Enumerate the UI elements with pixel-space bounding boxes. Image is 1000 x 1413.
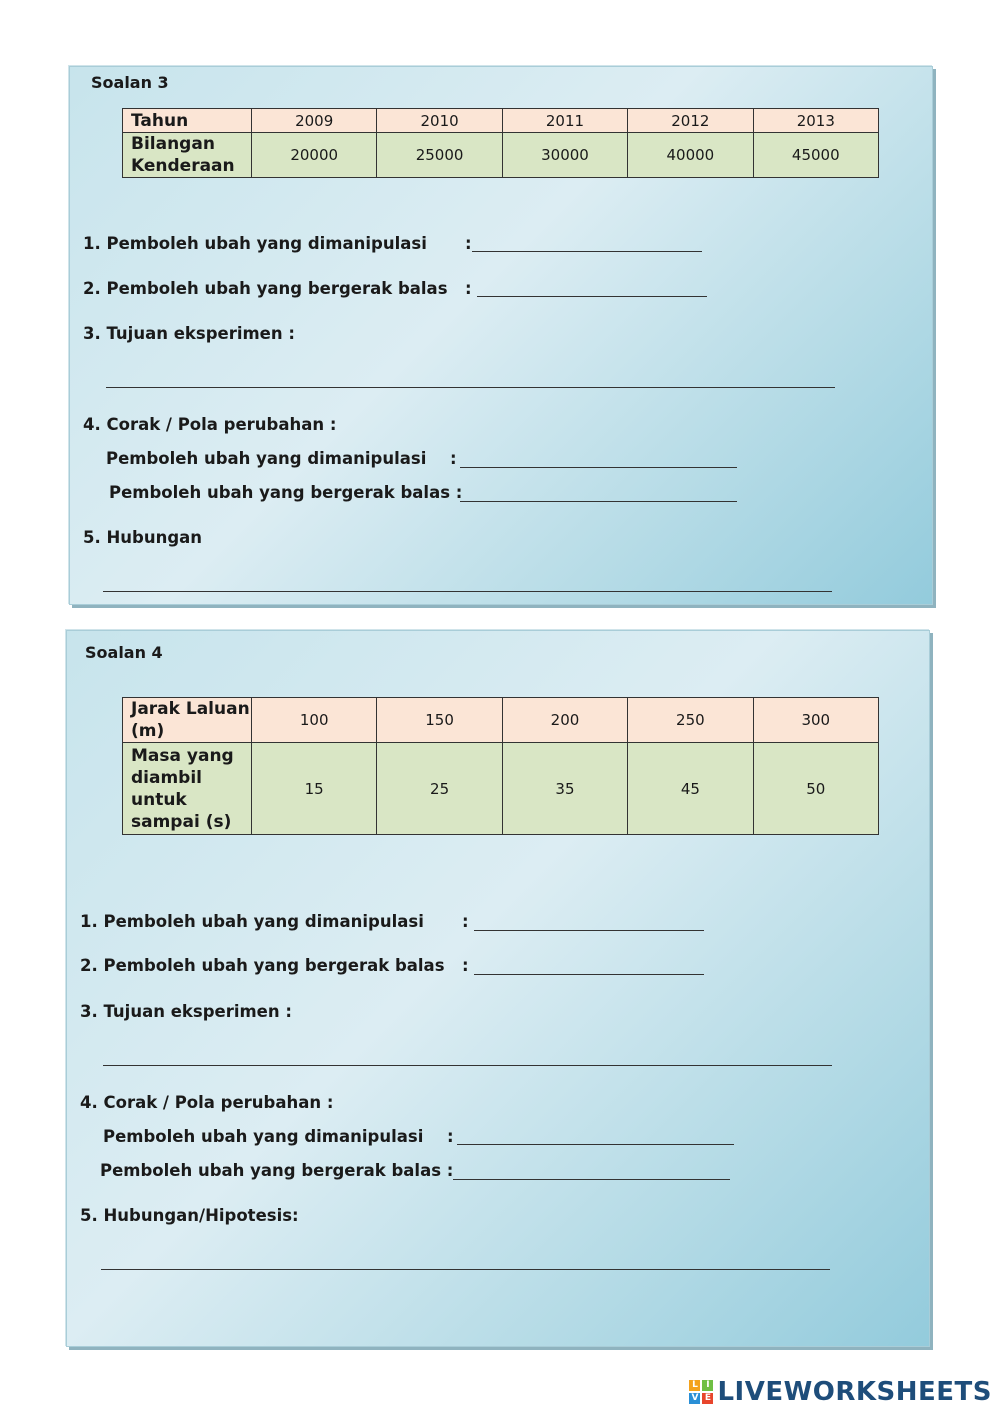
question-3-label: 3. Tujuan eksperimen : [80,1002,292,1021]
answer-field-q4b[interactable] [453,1179,730,1180]
question-4b-label: Pemboleh ubah yang bergerak balas : [100,1161,454,1180]
table-row-label-tahun: Tahun [123,109,252,133]
answer-field-q4a[interactable] [460,467,737,468]
answer-field-q3[interactable] [106,387,835,388]
soalan-3-table [122,108,879,178]
brand-name: LIVEWORKSHEETS [717,1377,992,1407]
table-row-label-masa: Masa yang diambil untuk sampai (s) [123,743,252,835]
table-cell: 50 [753,743,878,835]
table-row-label-jarak: Jarak Laluan (m) [123,698,252,743]
answer-field-q2[interactable] [474,974,704,975]
liveworksheets-brand [689,1377,992,1407]
colon: : [462,912,469,931]
table-cell: 25 [377,743,502,835]
answer-field-q5[interactable] [103,591,832,592]
colon: : [447,1127,454,1146]
table-cell: 45000 [753,133,878,178]
question-5-label: 5. Hubungan/Hipotesis: [80,1206,299,1225]
question-4b-label: Pemboleh ubah yang bergerak balas : [109,483,463,502]
question-4-label: 4. Corak / Pola perubahan : [80,1093,334,1112]
table-cell: 250 [628,698,753,743]
question-5-label: 5. Hubungan [83,528,203,547]
question-4-label: 4. Corak / Pola perubahan : [83,415,337,434]
soalan-4-table [122,697,879,835]
table-cell: 2012 [628,109,753,133]
table-cell: 35 [502,743,627,835]
table-row-label-bilangan: Bilangan Kenderaan [123,133,252,178]
soalan-4-panel [66,630,930,1347]
answer-field-q4a[interactable] [457,1144,734,1145]
table-cell: 2013 [753,109,878,133]
answer-field-q5[interactable] [101,1269,830,1270]
table-cell: 2010 [377,109,502,133]
table-cell: 15 [252,743,377,835]
question-3-label: 3. Tujuan eksperimen : [83,324,295,343]
soalan-3-title: Soalan 3 [91,73,169,92]
table-cell: 100 [252,698,377,743]
question-1-label: 1. Pemboleh ubah yang dimanipulasi [83,234,427,253]
table-cell: 2009 [252,109,377,133]
colon: : [462,956,469,975]
table-cell: 150 [377,698,502,743]
table-cell: 2011 [502,109,627,133]
question-4a-label: Pemboleh ubah yang dimanipulasi [103,1127,424,1146]
colon: : [465,234,472,253]
liveworksheets-logo-icon: L I V E [689,1380,713,1404]
table-cell: 200 [502,698,627,743]
soalan-4-title: Soalan 4 [85,643,163,662]
question-2-label: 2. Pemboleh ubah yang bergerak balas [83,279,448,298]
colon: : [465,279,472,298]
question-4a-label: Pemboleh ubah yang dimanipulasi [106,449,427,468]
answer-field-q3[interactable] [103,1065,832,1066]
colon: : [450,449,457,468]
table-cell: 45 [628,743,753,835]
table-cell: 20000 [252,133,377,178]
table-cell: 30000 [502,133,627,178]
question-2-label: 2. Pemboleh ubah yang bergerak balas [80,956,445,975]
answer-field-q4b[interactable] [460,501,737,502]
table-cell: 40000 [628,133,753,178]
answer-field-q2[interactable] [477,296,707,297]
table-cell: 300 [753,698,878,743]
answer-field-q1[interactable] [474,930,704,931]
soalan-3-panel [69,66,933,605]
question-1-label: 1. Pemboleh ubah yang dimanipulasi [80,912,424,931]
table-cell: 25000 [377,133,502,178]
answer-field-q1[interactable] [472,251,702,252]
